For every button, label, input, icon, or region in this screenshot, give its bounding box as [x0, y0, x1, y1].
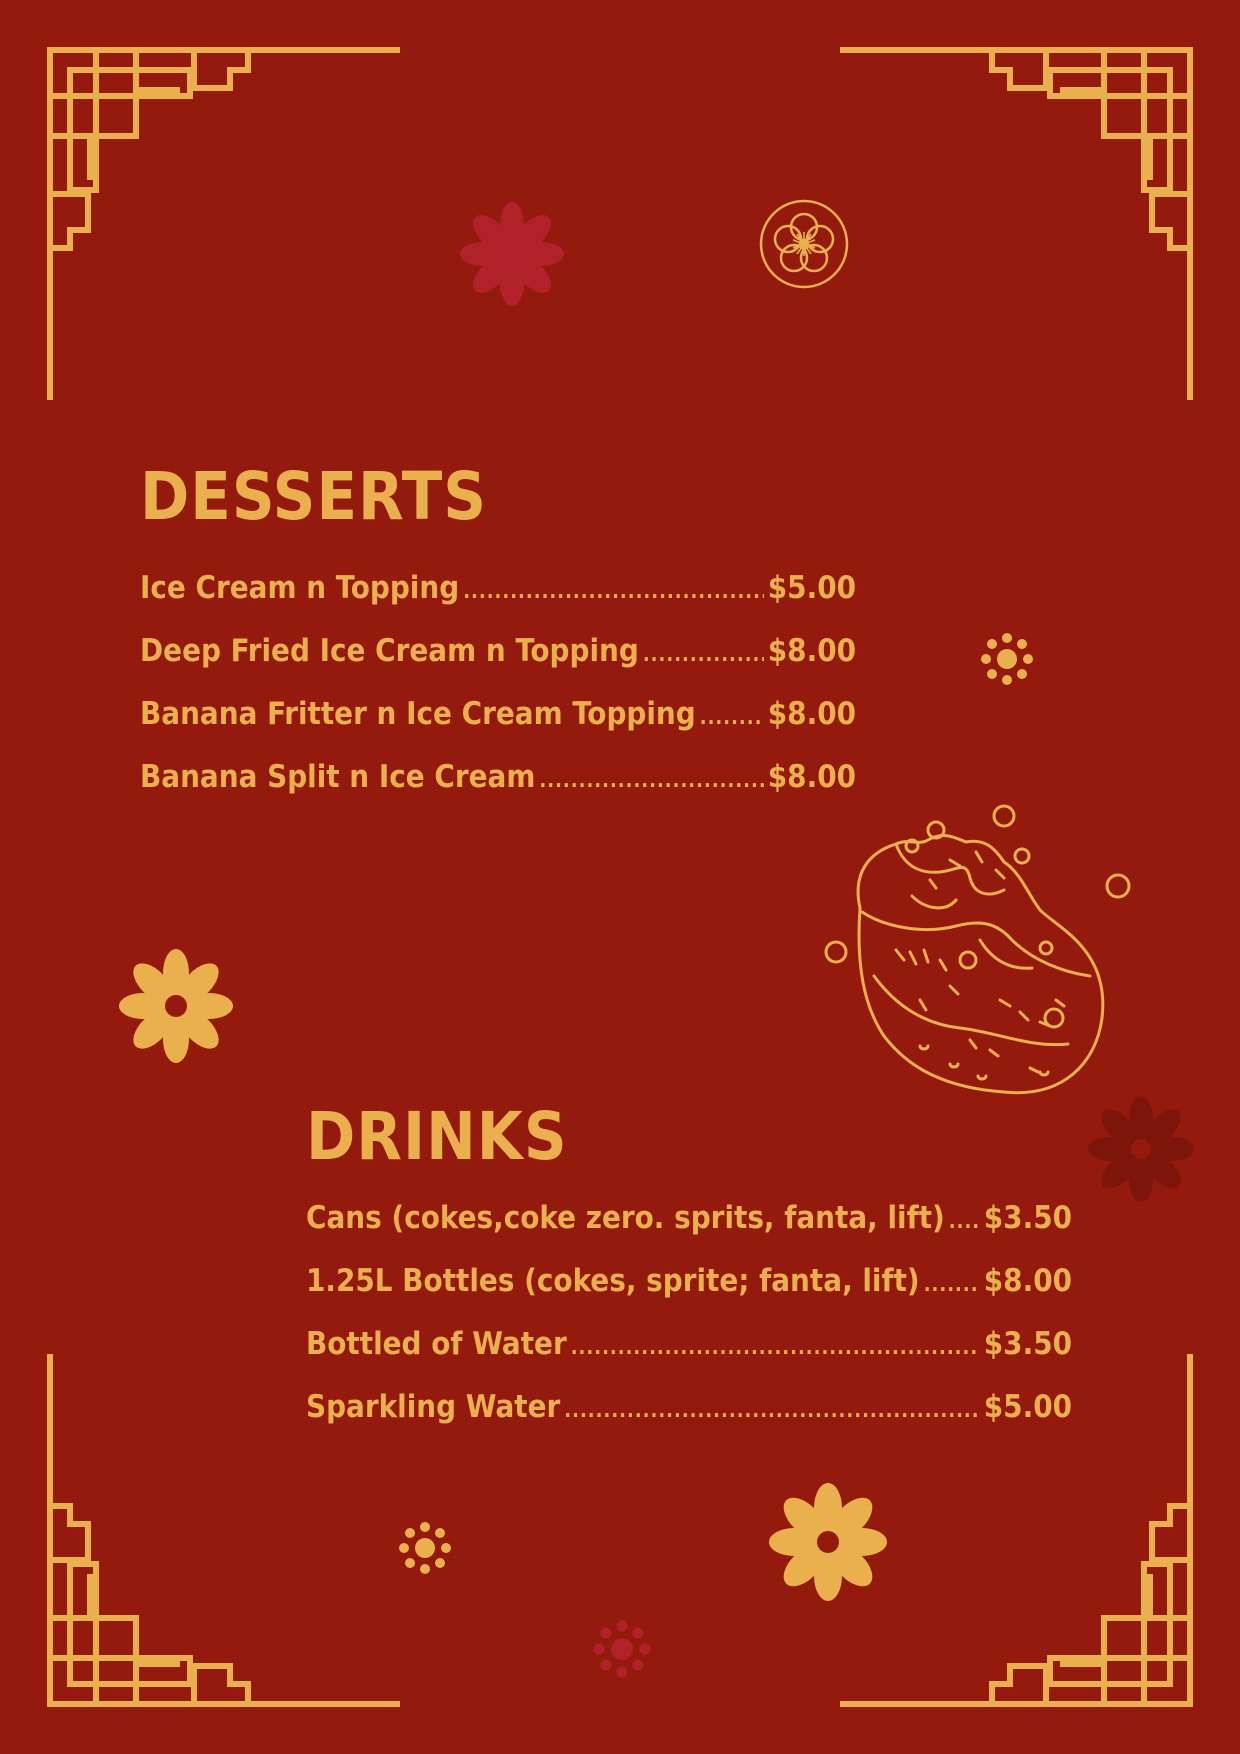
dot-leader [564, 1398, 979, 1422]
item-price: $3.50 [983, 1326, 1072, 1362]
dot-leader [643, 642, 764, 666]
menu-item [140, 570, 856, 633]
item-price: $8.00 [767, 696, 856, 732]
dot-leader [463, 579, 764, 603]
dot-leader [571, 1335, 980, 1359]
chrysanthemum-icon [768, 1482, 888, 1602]
menu-item [140, 633, 856, 696]
chrysanthemum-icon [118, 948, 234, 1064]
item-price: $8.00 [983, 1263, 1072, 1299]
menu-item [306, 1200, 1072, 1263]
desserts-list [140, 570, 856, 822]
dot-leader [924, 1272, 980, 1296]
item-price: $3.50 [983, 1200, 1072, 1236]
dot-leader [700, 705, 764, 729]
item-name: Banana Split n Ice Cream [140, 759, 536, 795]
menu-item [140, 696, 856, 759]
dot-leader [949, 1209, 980, 1233]
corner-frame-top-right [836, 44, 1196, 404]
sweet-potato-illustration [800, 800, 1140, 1170]
item-name: Deep Fried Ice Cream n Topping [140, 633, 639, 669]
menu-item [306, 1389, 1072, 1452]
item-price: $8.00 [767, 633, 856, 669]
chrysanthemum-icon [458, 200, 566, 308]
section-title-drinks: DRINKS [306, 1098, 568, 1175]
item-price: $5.00 [983, 1389, 1072, 1425]
item-name: Sparkling Water [306, 1389, 561, 1425]
dot-ring-icon [590, 1617, 654, 1681]
item-name: Banana Fritter n Ice Cream Topping [140, 696, 696, 732]
plum-blossom-icon [758, 198, 850, 290]
item-name: Cans (cokes,coke zero. sprits, fanta, lift) [306, 1200, 945, 1236]
dot-ring-icon [978, 630, 1036, 688]
item-name: Bottled of Water [306, 1326, 567, 1362]
item-name: Ice Cream n Topping [140, 570, 460, 606]
item-price: $5.00 [767, 570, 856, 606]
menu-item [306, 1263, 1072, 1326]
corner-frame-top-left [44, 44, 404, 404]
drinks-list [306, 1200, 1072, 1452]
menu-item [306, 1326, 1072, 1389]
dot-leader [539, 768, 763, 792]
item-price: $8.00 [767, 759, 856, 795]
item-name: 1.25L Bottles (cokes, sprite; fanta, lift) [306, 1263, 920, 1299]
section-title-desserts: DESSERTS [140, 458, 488, 535]
dot-ring-icon [396, 1519, 454, 1577]
menu-item [140, 759, 856, 822]
